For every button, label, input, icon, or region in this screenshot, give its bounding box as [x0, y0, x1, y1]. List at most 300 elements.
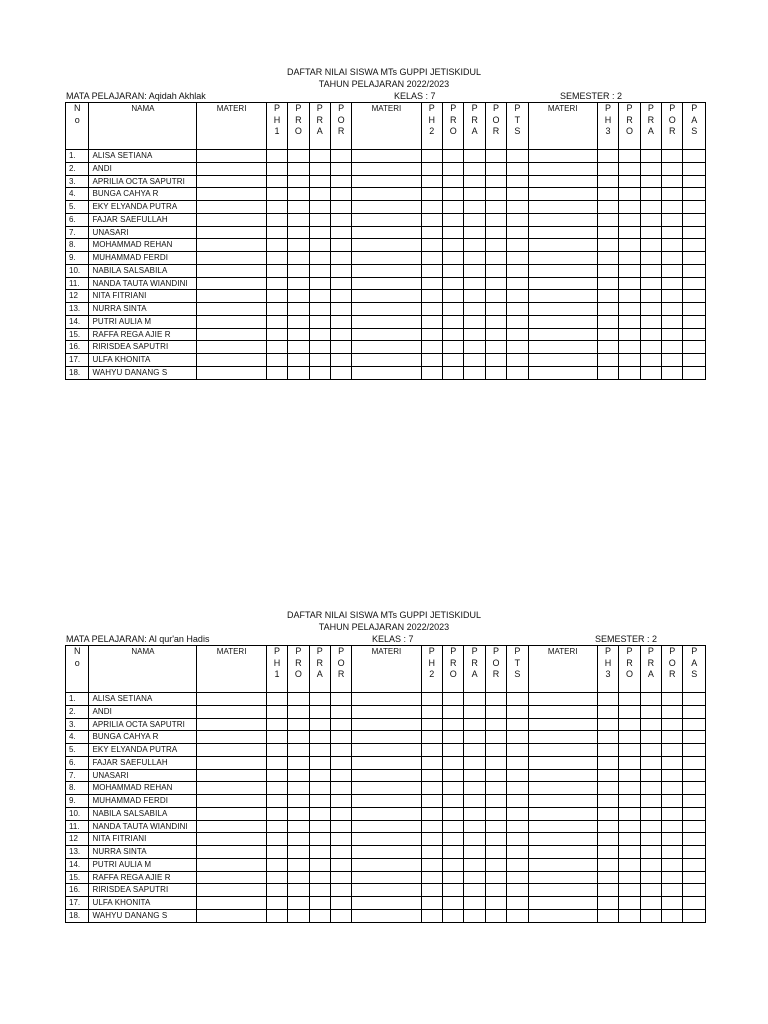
score-cell[interactable]: [309, 871, 330, 884]
score-cell[interactable]: [597, 366, 618, 379]
score-cell[interactable]: [662, 175, 683, 188]
score-cell[interactable]: [421, 188, 442, 201]
score-cell[interactable]: [619, 252, 640, 265]
score-cell[interactable]: [330, 328, 351, 341]
score-cell[interactable]: [330, 693, 351, 706]
score-cell[interactable]: [266, 150, 287, 163]
score-cell[interactable]: [309, 731, 330, 744]
score-cell[interactable]: [330, 226, 351, 239]
score-cell[interactable]: [619, 201, 640, 214]
score-cell[interactable]: [197, 705, 266, 718]
score-cell[interactable]: [683, 328, 706, 341]
score-cell[interactable]: [443, 201, 464, 214]
score-cell[interactable]: [421, 162, 442, 175]
score-cell[interactable]: [421, 303, 442, 316]
score-cell[interactable]: [528, 833, 597, 846]
score-cell[interactable]: [683, 705, 706, 718]
score-cell[interactable]: [330, 162, 351, 175]
score-cell[interactable]: [640, 756, 661, 769]
score-cell[interactable]: [266, 884, 287, 897]
score-cell[interactable]: [288, 756, 309, 769]
score-cell[interactable]: [443, 756, 464, 769]
score-cell[interactable]: [288, 175, 309, 188]
score-cell[interactable]: [443, 782, 464, 795]
score-cell[interactable]: [485, 290, 506, 303]
score-cell[interactable]: [266, 897, 287, 910]
score-cell[interactable]: [266, 705, 287, 718]
score-cell[interactable]: [662, 150, 683, 163]
score-cell[interactable]: [309, 290, 330, 303]
score-cell[interactable]: [352, 833, 421, 846]
score-cell[interactable]: [288, 226, 309, 239]
score-cell[interactable]: [619, 366, 640, 379]
score-cell[interactable]: [507, 252, 528, 265]
score-cell[interactable]: [266, 264, 287, 277]
score-cell[interactable]: [662, 341, 683, 354]
score-cell[interactable]: [683, 354, 706, 367]
score-cell[interactable]: [662, 833, 683, 846]
score-cell[interactable]: [352, 264, 421, 277]
score-cell[interactable]: [683, 201, 706, 214]
score-cell[interactable]: [640, 213, 661, 226]
score-cell[interactable]: [464, 277, 485, 290]
score-cell[interactable]: [197, 833, 266, 846]
score-cell[interactable]: [197, 188, 266, 201]
score-cell[interactable]: [619, 769, 640, 782]
score-cell[interactable]: [288, 897, 309, 910]
score-cell[interactable]: [507, 744, 528, 757]
score-cell[interactable]: [352, 315, 421, 328]
score-cell[interactable]: [309, 341, 330, 354]
score-cell[interactable]: [266, 846, 287, 859]
score-cell[interactable]: [528, 252, 597, 265]
score-cell[interactable]: [597, 807, 618, 820]
score-cell[interactable]: [197, 731, 266, 744]
score-cell[interactable]: [485, 756, 506, 769]
score-cell[interactable]: [352, 252, 421, 265]
score-cell[interactable]: [309, 264, 330, 277]
score-cell[interactable]: [421, 871, 442, 884]
score-cell[interactable]: [485, 201, 506, 214]
score-cell[interactable]: [443, 239, 464, 252]
score-cell[interactable]: [266, 315, 287, 328]
score-cell[interactable]: [197, 884, 266, 897]
score-cell[interactable]: [640, 175, 661, 188]
score-cell[interactable]: [352, 341, 421, 354]
score-cell[interactable]: [619, 820, 640, 833]
score-cell[interactable]: [197, 693, 266, 706]
score-cell[interactable]: [507, 341, 528, 354]
score-cell[interactable]: [309, 252, 330, 265]
score-cell[interactable]: [683, 252, 706, 265]
score-cell[interactable]: [309, 315, 330, 328]
score-cell[interactable]: [640, 782, 661, 795]
score-cell[interactable]: [528, 744, 597, 757]
score-cell[interactable]: [421, 150, 442, 163]
score-cell[interactable]: [597, 782, 618, 795]
score-cell[interactable]: [352, 897, 421, 910]
score-cell[interactable]: [640, 354, 661, 367]
score-cell[interactable]: [485, 884, 506, 897]
score-cell[interactable]: [662, 731, 683, 744]
score-cell[interactable]: [640, 807, 661, 820]
score-cell[interactable]: [619, 341, 640, 354]
score-cell[interactable]: [485, 277, 506, 290]
score-cell[interactable]: [528, 718, 597, 731]
score-cell[interactable]: [662, 290, 683, 303]
score-cell[interactable]: [597, 303, 618, 316]
score-cell[interactable]: [330, 239, 351, 252]
score-cell[interactable]: [485, 175, 506, 188]
score-cell[interactable]: [464, 315, 485, 328]
score-cell[interactable]: [619, 897, 640, 910]
score-cell[interactable]: [330, 213, 351, 226]
score-cell[interactable]: [640, 820, 661, 833]
score-cell[interactable]: [528, 795, 597, 808]
score-cell[interactable]: [464, 150, 485, 163]
score-cell[interactable]: [443, 744, 464, 757]
score-cell[interactable]: [640, 744, 661, 757]
score-cell[interactable]: [443, 897, 464, 910]
score-cell[interactable]: [683, 175, 706, 188]
score-cell[interactable]: [421, 175, 442, 188]
score-cell[interactable]: [528, 354, 597, 367]
score-cell[interactable]: [619, 846, 640, 859]
score-cell[interactable]: [421, 226, 442, 239]
score-cell[interactable]: [640, 833, 661, 846]
score-cell[interactable]: [288, 252, 309, 265]
score-cell[interactable]: [619, 705, 640, 718]
score-cell[interactable]: [597, 290, 618, 303]
score-cell[interactable]: [640, 871, 661, 884]
score-cell[interactable]: [597, 213, 618, 226]
score-cell[interactable]: [640, 693, 661, 706]
score-cell[interactable]: [288, 188, 309, 201]
score-cell[interactable]: [352, 162, 421, 175]
score-cell[interactable]: [640, 162, 661, 175]
score-cell[interactable]: [507, 909, 528, 922]
score-cell[interactable]: [288, 871, 309, 884]
score-cell[interactable]: [662, 366, 683, 379]
score-cell[interactable]: [619, 354, 640, 367]
score-cell[interactable]: [597, 201, 618, 214]
score-cell[interactable]: [662, 871, 683, 884]
score-cell[interactable]: [266, 909, 287, 922]
score-cell[interactable]: [309, 705, 330, 718]
score-cell[interactable]: [443, 718, 464, 731]
score-cell[interactable]: [266, 226, 287, 239]
score-cell[interactable]: [443, 252, 464, 265]
score-cell[interactable]: [485, 213, 506, 226]
score-cell[interactable]: [662, 884, 683, 897]
score-cell[interactable]: [197, 226, 266, 239]
score-cell[interactable]: [662, 693, 683, 706]
score-cell[interactable]: [507, 150, 528, 163]
score-cell[interactable]: [443, 341, 464, 354]
score-cell[interactable]: [619, 833, 640, 846]
score-cell[interactable]: [421, 366, 442, 379]
score-cell[interactable]: [330, 366, 351, 379]
score-cell[interactable]: [288, 693, 309, 706]
score-cell[interactable]: [197, 769, 266, 782]
score-cell[interactable]: [288, 341, 309, 354]
score-cell[interactable]: [485, 909, 506, 922]
score-cell[interactable]: [640, 277, 661, 290]
score-cell[interactable]: [640, 858, 661, 871]
score-cell[interactable]: [266, 341, 287, 354]
score-cell[interactable]: [507, 820, 528, 833]
score-cell[interactable]: [266, 718, 287, 731]
score-cell[interactable]: [464, 718, 485, 731]
score-cell[interactable]: [507, 175, 528, 188]
score-cell[interactable]: [309, 909, 330, 922]
score-cell[interactable]: [640, 201, 661, 214]
score-cell[interactable]: [197, 795, 266, 808]
score-cell[interactable]: [352, 756, 421, 769]
score-cell[interactable]: [443, 290, 464, 303]
score-cell[interactable]: [640, 909, 661, 922]
score-cell[interactable]: [309, 744, 330, 757]
score-cell[interactable]: [507, 731, 528, 744]
score-cell[interactable]: [352, 731, 421, 744]
score-cell[interactable]: [507, 871, 528, 884]
score-cell[interactable]: [352, 871, 421, 884]
score-cell[interactable]: [309, 303, 330, 316]
score-cell[interactable]: [443, 315, 464, 328]
score-cell[interactable]: [443, 303, 464, 316]
score-cell[interactable]: [288, 909, 309, 922]
score-cell[interactable]: [421, 756, 442, 769]
score-cell[interactable]: [528, 705, 597, 718]
score-cell[interactable]: [443, 807, 464, 820]
score-cell[interactable]: [197, 264, 266, 277]
score-cell[interactable]: [464, 782, 485, 795]
score-cell[interactable]: [597, 871, 618, 884]
score-cell[interactable]: [330, 150, 351, 163]
score-cell[interactable]: [330, 705, 351, 718]
score-cell[interactable]: [421, 341, 442, 354]
score-cell[interactable]: [528, 264, 597, 277]
score-cell[interactable]: [507, 756, 528, 769]
score-cell[interactable]: [485, 705, 506, 718]
score-cell[interactable]: [507, 303, 528, 316]
score-cell[interactable]: [485, 341, 506, 354]
score-cell[interactable]: [683, 366, 706, 379]
score-cell[interactable]: [421, 807, 442, 820]
score-cell[interactable]: [352, 807, 421, 820]
score-cell[interactable]: [683, 239, 706, 252]
score-cell[interactable]: [507, 239, 528, 252]
score-cell[interactable]: [330, 909, 351, 922]
score-cell[interactable]: [507, 277, 528, 290]
score-cell[interactable]: [288, 820, 309, 833]
score-cell[interactable]: [683, 858, 706, 871]
score-cell[interactable]: [464, 884, 485, 897]
score-cell[interactable]: [309, 175, 330, 188]
score-cell[interactable]: [528, 162, 597, 175]
score-cell[interactable]: [464, 858, 485, 871]
score-cell[interactable]: [619, 213, 640, 226]
score-cell[interactable]: [528, 366, 597, 379]
score-cell[interactable]: [597, 731, 618, 744]
score-cell[interactable]: [662, 328, 683, 341]
score-cell[interactable]: [507, 290, 528, 303]
score-cell[interactable]: [464, 820, 485, 833]
score-cell[interactable]: [640, 328, 661, 341]
score-cell[interactable]: [485, 252, 506, 265]
score-cell[interactable]: [309, 756, 330, 769]
score-cell[interactable]: [352, 693, 421, 706]
score-cell[interactable]: [662, 188, 683, 201]
score-cell[interactable]: [597, 744, 618, 757]
score-cell[interactable]: [266, 188, 287, 201]
score-cell[interactable]: [597, 239, 618, 252]
score-cell[interactable]: [330, 201, 351, 214]
score-cell[interactable]: [507, 315, 528, 328]
score-cell[interactable]: [266, 328, 287, 341]
score-cell[interactable]: [288, 354, 309, 367]
score-cell[interactable]: [597, 162, 618, 175]
score-cell[interactable]: [597, 718, 618, 731]
score-cell[interactable]: [640, 252, 661, 265]
score-cell[interactable]: [683, 820, 706, 833]
score-cell[interactable]: [443, 188, 464, 201]
score-cell[interactable]: [528, 150, 597, 163]
score-cell[interactable]: [443, 366, 464, 379]
score-cell[interactable]: [288, 290, 309, 303]
score-cell[interactable]: [597, 315, 618, 328]
score-cell[interactable]: [597, 150, 618, 163]
score-cell[interactable]: [464, 705, 485, 718]
score-cell[interactable]: [464, 769, 485, 782]
score-cell[interactable]: [266, 744, 287, 757]
score-cell[interactable]: [507, 354, 528, 367]
score-cell[interactable]: [464, 795, 485, 808]
score-cell[interactable]: [683, 897, 706, 910]
score-cell[interactable]: [197, 782, 266, 795]
score-cell[interactable]: [352, 795, 421, 808]
score-cell[interactable]: [443, 277, 464, 290]
score-cell[interactable]: [528, 226, 597, 239]
score-cell[interactable]: [330, 769, 351, 782]
score-cell[interactable]: [352, 290, 421, 303]
score-cell[interactable]: [464, 175, 485, 188]
score-cell[interactable]: [464, 290, 485, 303]
score-cell[interactable]: [309, 188, 330, 201]
score-cell[interactable]: [662, 303, 683, 316]
score-cell[interactable]: [288, 264, 309, 277]
score-cell[interactable]: [309, 277, 330, 290]
score-cell[interactable]: [507, 705, 528, 718]
score-cell[interactable]: [288, 782, 309, 795]
score-cell[interactable]: [197, 909, 266, 922]
score-cell[interactable]: [197, 303, 266, 316]
score-cell[interactable]: [266, 693, 287, 706]
score-cell[interactable]: [507, 807, 528, 820]
score-cell[interactable]: [197, 290, 266, 303]
score-cell[interactable]: [197, 354, 266, 367]
score-cell[interactable]: [309, 858, 330, 871]
score-cell[interactable]: [528, 213, 597, 226]
score-cell[interactable]: [197, 846, 266, 859]
score-cell[interactable]: [485, 328, 506, 341]
score-cell[interactable]: [288, 718, 309, 731]
score-cell[interactable]: [421, 846, 442, 859]
score-cell[interactable]: [640, 884, 661, 897]
score-cell[interactable]: [330, 290, 351, 303]
score-cell[interactable]: [485, 807, 506, 820]
score-cell[interactable]: [662, 756, 683, 769]
score-cell[interactable]: [421, 290, 442, 303]
score-cell[interactable]: [683, 731, 706, 744]
score-cell[interactable]: [266, 277, 287, 290]
score-cell[interactable]: [266, 820, 287, 833]
score-cell[interactable]: [597, 705, 618, 718]
score-cell[interactable]: [619, 303, 640, 316]
score-cell[interactable]: [683, 303, 706, 316]
score-cell[interactable]: [421, 718, 442, 731]
score-cell[interactable]: [597, 820, 618, 833]
score-cell[interactable]: [266, 858, 287, 871]
score-cell[interactable]: [683, 795, 706, 808]
score-cell[interactable]: [464, 833, 485, 846]
score-cell[interactable]: [352, 769, 421, 782]
score-cell[interactable]: [288, 846, 309, 859]
score-cell[interactable]: [330, 277, 351, 290]
score-cell[interactable]: [443, 846, 464, 859]
score-cell[interactable]: [266, 303, 287, 316]
score-cell[interactable]: [640, 795, 661, 808]
score-cell[interactable]: [507, 162, 528, 175]
score-cell[interactable]: [330, 807, 351, 820]
score-cell[interactable]: [597, 175, 618, 188]
score-cell[interactable]: [464, 846, 485, 859]
score-cell[interactable]: [464, 303, 485, 316]
score-cell[interactable]: [619, 731, 640, 744]
score-cell[interactable]: [464, 226, 485, 239]
score-cell[interactable]: [443, 731, 464, 744]
score-cell[interactable]: [683, 188, 706, 201]
score-cell[interactable]: [197, 807, 266, 820]
score-cell[interactable]: [330, 782, 351, 795]
score-cell[interactable]: [266, 769, 287, 782]
score-cell[interactable]: [640, 290, 661, 303]
score-cell[interactable]: [528, 769, 597, 782]
score-cell[interactable]: [528, 277, 597, 290]
score-cell[interactable]: [421, 315, 442, 328]
score-cell[interactable]: [309, 897, 330, 910]
score-cell[interactable]: [464, 252, 485, 265]
score-cell[interactable]: [352, 150, 421, 163]
score-cell[interactable]: [330, 264, 351, 277]
score-cell[interactable]: [330, 303, 351, 316]
score-cell[interactable]: [464, 239, 485, 252]
score-cell[interactable]: [421, 858, 442, 871]
score-cell[interactable]: [330, 731, 351, 744]
score-cell[interactable]: [330, 354, 351, 367]
score-cell[interactable]: [421, 731, 442, 744]
score-cell[interactable]: [640, 239, 661, 252]
score-cell[interactable]: [309, 820, 330, 833]
score-cell[interactable]: [662, 213, 683, 226]
score-cell[interactable]: [528, 175, 597, 188]
score-cell[interactable]: [443, 693, 464, 706]
score-cell[interactable]: [597, 846, 618, 859]
score-cell[interactable]: [528, 871, 597, 884]
score-cell[interactable]: [485, 782, 506, 795]
score-cell[interactable]: [507, 769, 528, 782]
score-cell[interactable]: [330, 188, 351, 201]
